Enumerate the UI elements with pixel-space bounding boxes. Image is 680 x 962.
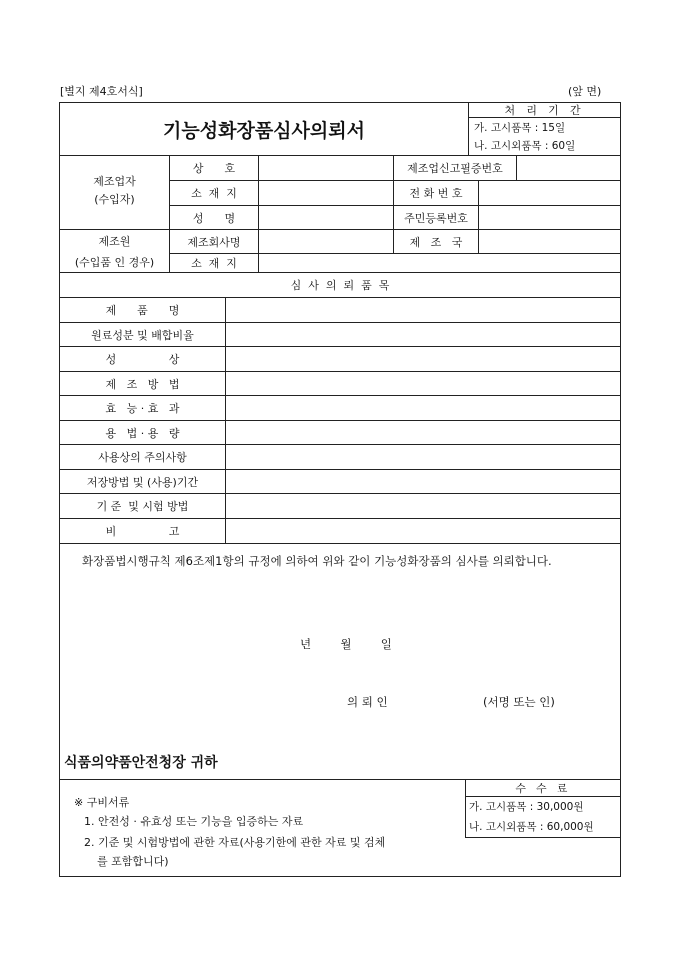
manufacturer-label: 제조업자 [93,175,136,188]
item-properties: 성 상 [105,353,180,366]
form-title: 기능성화장품심사의뢰서 [163,119,365,142]
item-dosage: 용 법 · 용 량 [105,426,180,440]
recipient: 식품의약품안전청장 귀하 [64,755,218,771]
document-item-2-cont: 를 포함합니다) [97,855,169,868]
address-label: 소 재 지 [191,187,237,200]
processing-period-header: 처 리 기 간 [504,104,585,117]
fee-unnotified: 나. 고시외품목 : 60,000원 [469,820,594,833]
documents-header: ※ 구비서류 [74,796,130,809]
item-efficacy: 효 능 · 효 과 [105,402,180,415]
resident-number-label: 주민등록번호 [404,211,468,225]
item-remarks: 비 고 [105,525,180,538]
name-label: 성 명 [192,211,236,225]
item-storage: 저장방법 및 (사용)기간 [86,475,199,489]
item-product-name: 제 품 명 [105,304,180,317]
manufacturer-sublabel: (수입자) [94,193,135,206]
item-manufacturing-method: 제 조 방 법 [105,377,180,391]
requester-label: 의 뢰 인 [347,695,388,709]
origin-sublabel: (수입품 인 경우) [74,255,155,269]
items-header: 심 사 의 뢰 품 목 [290,279,390,292]
item-test-method: 기 준 및 시험 방법 [96,500,189,513]
page-side-label: (앞 면) [568,85,602,98]
fee-notified: 가. 고시품목 : 30,000원 [469,801,584,813]
company-name-label: 제조회사명 [187,235,241,249]
report-number-label: 제조업신고필증번호 [407,162,503,175]
form-label: [별지 제4호서식] [60,85,143,98]
fee-header: 수 수 료 [515,782,571,795]
signature-label: (서명 또는 인) [483,695,555,709]
item-ingredients: 원료성분 및 배합비율 [91,328,194,342]
document-item-1: 1. 안전성 · 유효성 또는 기능을 입증하는 자료 [84,815,304,828]
origin-label: 제조원 [98,234,131,248]
request-statement: 화장품법시행규칙 제6조제1항의 규정에 의하여 위와 같이 기능성화장품의 심사를 의뢰합니다. [82,554,552,568]
processing-notified: 가. 고시품목 : 15일 [474,121,566,134]
processing-unnotified: 나. 고시외품목 : 60일 [474,139,576,152]
country-label: 제 조 국 [409,235,463,249]
origin-address-label: 소 재 지 [191,257,237,270]
document-item-2: 2. 기준 및 시험방법에 관한 자료(사용기한에 관한 자료 및 검체 [84,836,386,849]
phone-label: 전 화 번 호 [409,187,463,200]
trade-name-label: 상 호 [192,162,236,175]
date-line: 년 월 일 [300,637,392,651]
item-precautions: 사용상의 주의사항 [98,451,187,464]
